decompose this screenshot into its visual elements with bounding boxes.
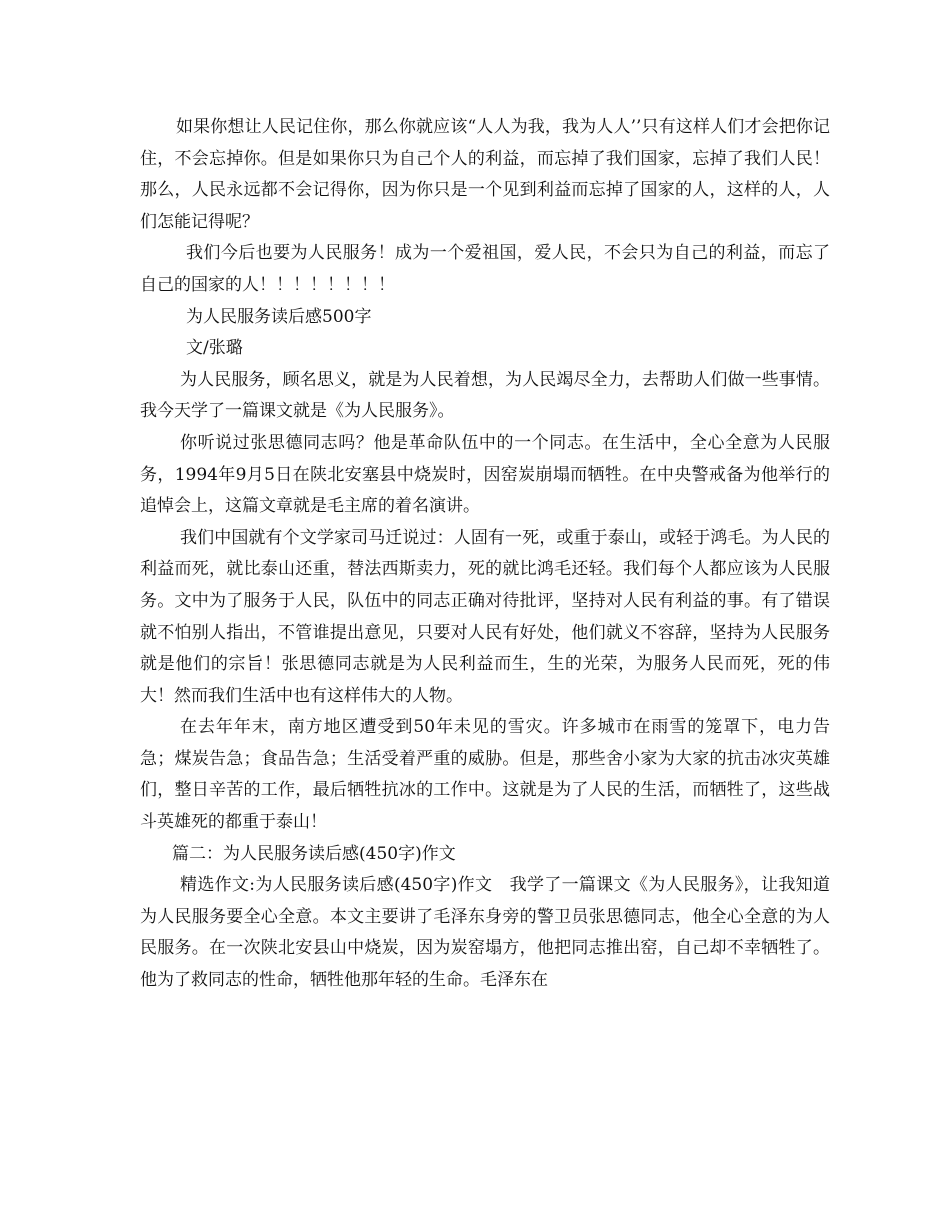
paragraph-snow-disaster: 在去年年末，南方地区遭受到50年未见的雪灾。许多城市在雨雪的笼罩下，电力告急；煤炭告急；食品告急；生活受着严重的威胁。但是，那些舍小家为大家的抗击冰灾英雄们，整日辛苦的工作，最后牺牲抗冰的工作中。这就是为了人民的生活，而牺牲了，这些战斗英雄死的都重于泰山！ (140, 717, 830, 833)
essay-author: 文/张璐 (186, 338, 243, 359)
document-page (140, 112, 830, 997)
paragraph-sima-qian: 我们中国就有个文学家司马迁说过：人固有一死，或重于泰山，或轻于鸿毛。为人民的利益而死，就比泰山还重，替法西斯卖力，死的就比鸿毛还轻。我们每个人都应该为人民服务。文中为了服务于人民，队伍中的同志正确对待批评，坚持对人民有利益的事。有了错误就不怕别人指出，不管谁提出意见，只要对人民有好处，他们就义不容辞，坚持为人民服务就是他们的宗旨！张思德同志就是为人民利益而生，生的光荣，为服务人民而死，死的伟大！然而我们生活中也有这样伟大的人物。 (140, 527, 830, 706)
paragraph-selected-essay: 精选作文:为人民服务读后感(450字)作文 我学了一篇课文《为人民服务》，让我知道为人民服务要全心全意。本文主要讲了毛泽东身旁的警卫员张思德同志，他全心全意的为人民服务。在一次陕北安县山中烧炭，因为炭窑塌方，他把同志推出窑，自己却不幸牺牲了。他为了救同志的性命，牺牲他那年轻的生命。毛泽东在 (140, 875, 830, 991)
paragraph-zhang-side: 你听说过张思德同志吗？他是革命队伍中的一个同志。在生活中，全心全意为人民服务，1994年9月5日在陕北安塞县中烧炭时，因窑炭崩塌而牺牲。在中央警戒备为他举行的追悼会上，这篇文章就是毛主席的着名演讲。 (140, 432, 830, 517)
paragraph-remember-people: 如果你想让人民记住你，那么你就应该“人人为我，我为人人’’只有这样人们才会把你记住，不会忘掉你。但是如果你只为自己个人的利益，而忘掉了我们国家，忘掉了我们人民！那么，人民永远都不会记得你，因为你只是一个见到利益而忘掉了国家的人，这样的人，人们怎能记得呢？ (140, 117, 830, 232)
section-heading-part-two: 篇二：为人民服务读后感(450字)作文 (172, 843, 456, 864)
paragraph-meaning: 为人民服务，顾名思义，就是为人民着想，为人民竭尽全力，去帮助人们做一些事情。我今天学了一篇课文就是《为人民服务》。 (140, 369, 830, 422)
essay-title: 为人民服务读后感500字 (186, 306, 372, 327)
paragraph-serve-people-resolve: 我们今后也要为人民服务！成为一个爱祖国，爱人民，不会只为自己的利益，而忘了自己的国家的人！！！！！！！！ (140, 243, 830, 295)
